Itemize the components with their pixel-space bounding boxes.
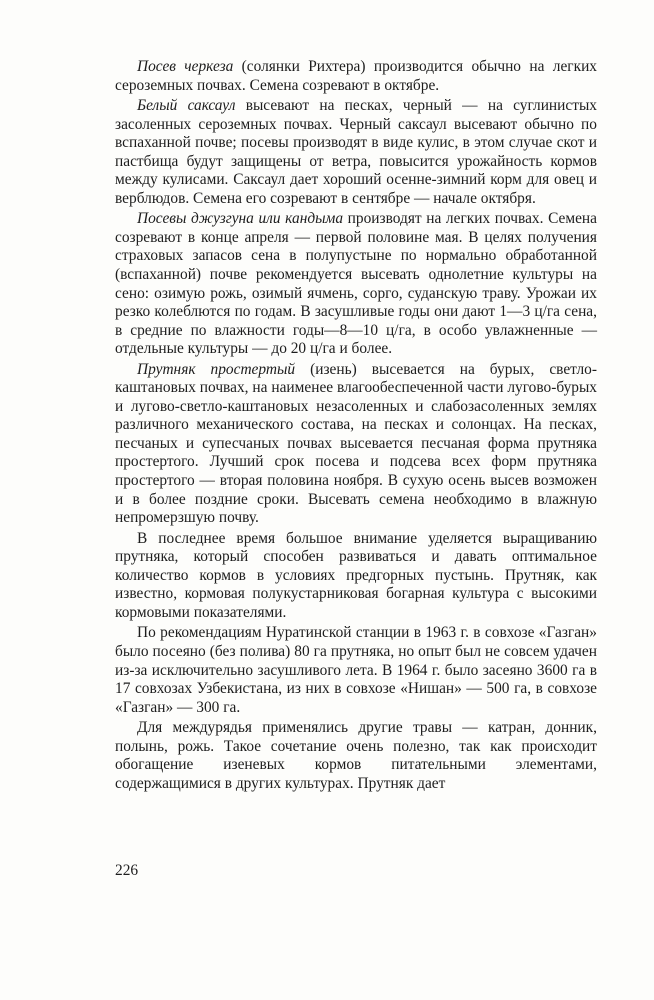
body-text — [115, 58, 597, 793]
paragraph-lead: Посевы джузгуна или кандыма — [137, 210, 344, 228]
paragraph-body: По рекомендациям Нуратинской станции в 1963 г. в совхозе «Газган» было посеяно (без полива) 80 га прутняка, но опыт был не совсем удачен из-за исключительно засушливого лета. В 1964 г. было засеяно 3600 га в 17 совхозах Узбекистана, из них в совхозе «Нишан» — 500 га, в совхозе «Газган» — 300 га. — [115, 624, 597, 716]
paragraph-mezhduryadya — [115, 719, 597, 793]
paragraph-dzhuzgun — [115, 210, 597, 358]
paragraph-body: В последнее время большое внимание уделяется выращиванию прутняка, который способен развиваться и давать оптимальное количество кормов в условиях предгорных пустынь. Прутняк, как известно, кормовая полукустарниковая богарная культура с высокими кормовыми показателями. — [115, 529, 597, 621]
paragraph-vyrashchivanie — [115, 530, 597, 623]
paragraph-prutnyak — [115, 361, 597, 528]
page-number: 226 — [115, 862, 139, 879]
paragraph-lead: Прутняк простертый — [137, 360, 296, 378]
paragraph-body: производят на легких почвах. Семена созревают в конце апреля — первой половине мая. В целях получения страховых запасов сена в полупустыне по нормально обработанной (вспаханной) почве рекомендуется высевать однолетние культуры на сено: озимую рожь, озимый ячмень, сорго, суданскую траву. Урожаи их резко колеблются по годам. В засушливые годы они дают 1—3 ц/га сена, в средние по влажности годы—8—10 ц/га, в особо увлажненные — отдельные культуры — до 20 ц/га и более. — [115, 210, 597, 358]
paragraph-cherkez — [115, 58, 597, 95]
paragraph-lead: Белый саксаул — [137, 97, 236, 115]
paragraph-body: (солянки Рихтера) производится обычно на легких сероземных почвах. Семена созревают в октябре. — [115, 58, 598, 94]
paragraph-lead: Посев черкеза — [137, 58, 234, 75]
paragraph-body: высевают на песках, черный — на суглинистых засоленных сероземных почвах. Черный саксаул высевают обычно по вспаханной почве; посевы производят в виде кулис, в этом случае скот и пастбища будут защищены от ветра, повысится урожайность кормов между кулисами. Саксаул дает хороший осенне-зимний корм для овец и верблюдов. Семена его созревают в сентябре — начале октября. — [115, 97, 597, 207]
paragraph-body: Для междурядья применялись другие травы — катран, донник, полынь, рожь. Такое сочетание очень полезно, так как происходит обогащение изеневых кормов питательными элементами, содержащимися в других культурах. Прутняк дает — [115, 719, 597, 792]
paragraph-saksaul — [115, 97, 597, 208]
paragraph-nuratinskaya — [115, 624, 597, 717]
paragraph-body: (изень) высевается на бурых, светло-каштановых почвах, на наименее влагообеспеченной части лугово-бурых и лугово-светло-каштановых незасоленных и слабозасоленных землях различного механического состава, на песках и солонцах. На песках, песчаных и супесчаных почвах высевается песчаная форма прутняка простертого. Лучший срок посева и подсева всех форм прутняка простертого — вторая половина ноября. В сухую осень высев возможен и в более поздние сроки. Высевать семена необходимо в влажную непромерзшую почву. — [115, 360, 597, 527]
